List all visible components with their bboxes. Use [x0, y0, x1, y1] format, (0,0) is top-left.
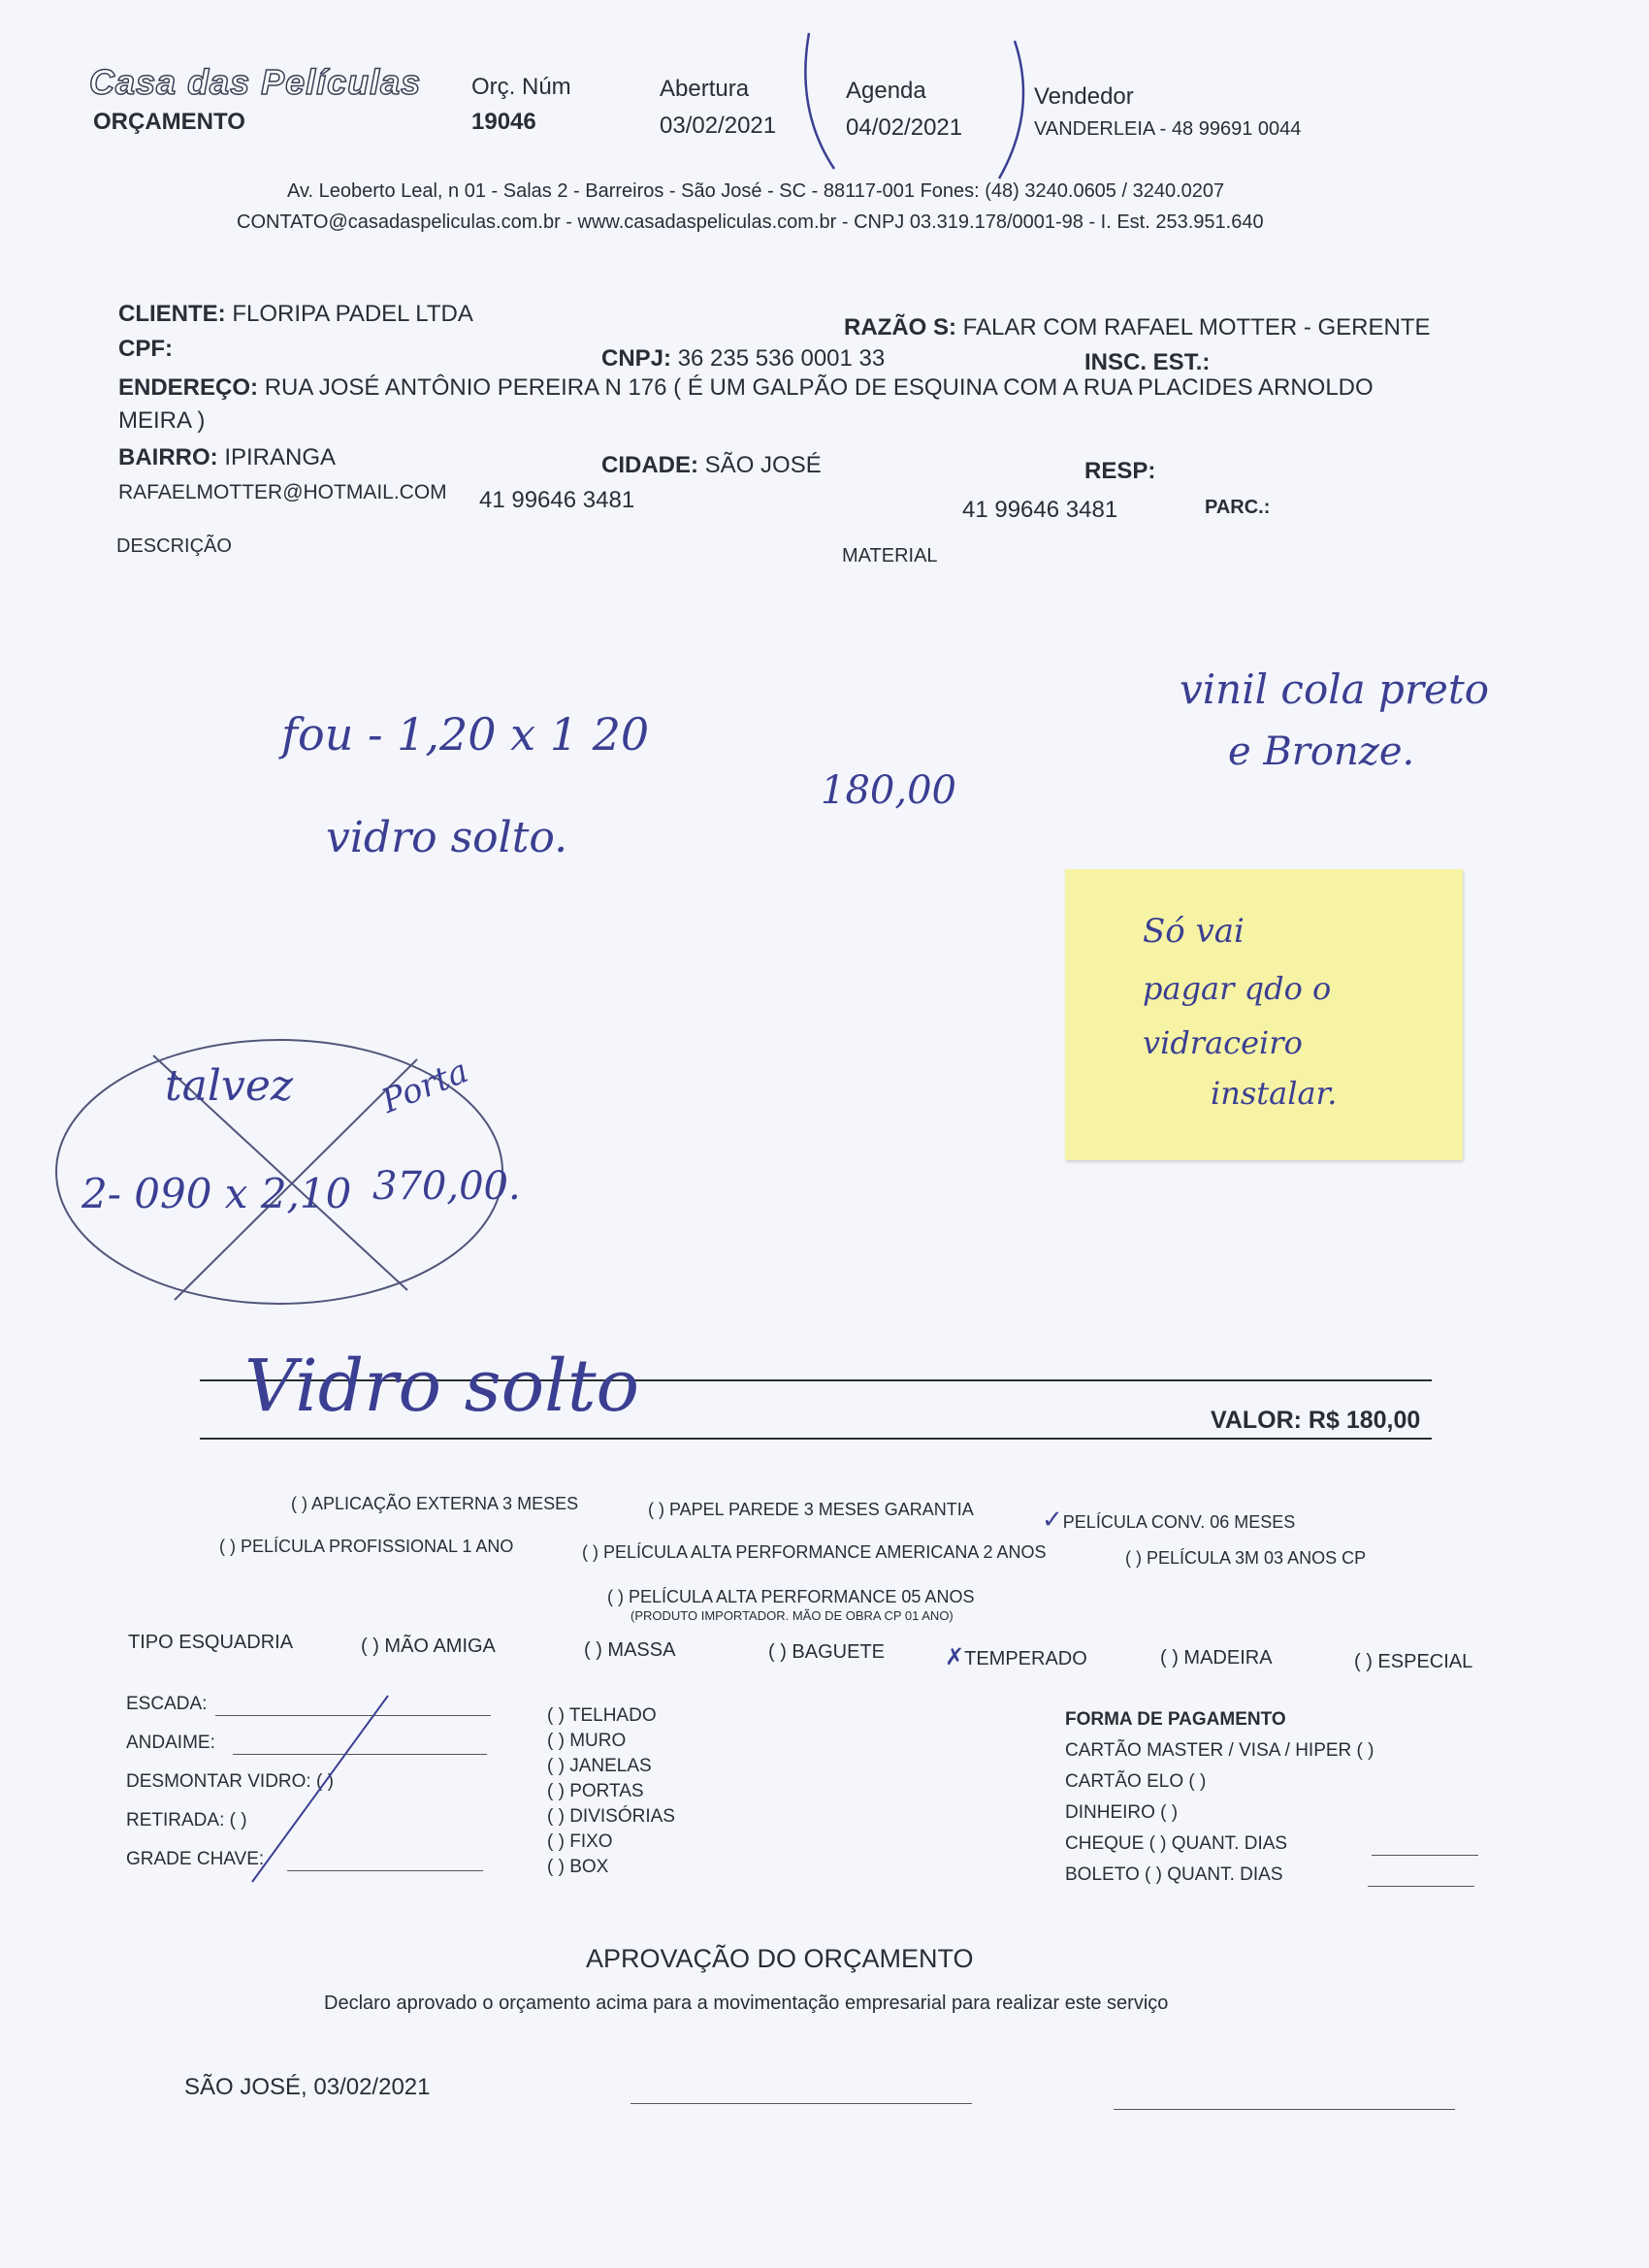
opt-pelicula-conv-label: PELÍCULA CONV. 06 MESES [1062, 1512, 1296, 1532]
abertura-date: 03/02/2021 [660, 113, 777, 139]
separator-bottom [200, 1438, 1432, 1440]
agenda-circle [795, 23, 1038, 188]
tipo-mao-amiga[interactable]: ( ) MÃO AMIGA [361, 1636, 496, 1657]
vendedor-label: Vendedor [1034, 83, 1134, 110]
cidade-row [601, 452, 822, 479]
cliente-value: FLORIPA PADEL LTDA [232, 301, 473, 327]
resp-label: RESP: [1084, 458, 1156, 484]
bairro-value: IPIRANGA [224, 444, 337, 470]
pay-cartao-master[interactable]: CARTÃO MASTER / VISA / HIPER ( ) [1065, 1740, 1374, 1761]
phone-1: 41 99646 3481 [479, 487, 635, 513]
material-label: MATERIAL [842, 545, 938, 567]
valor-row [1211, 1407, 1420, 1435]
signature-line-2 [1114, 2109, 1455, 2110]
pay-boleto-line [1368, 1886, 1474, 1887]
hw-item-1: fou - 1,20 x 1 20 [281, 708, 650, 761]
tipo-esquadria-label: TIPO ESQUADRIA [128, 1632, 294, 1653]
abertura-label: Abertura [660, 76, 750, 102]
orc-num: 19046 [471, 109, 536, 135]
hw-material-1: vinil cola preto [1180, 665, 1490, 713]
bairro-label: BAIRRO: [118, 444, 218, 470]
signature-line-1 [630, 2103, 972, 2104]
address-line: Av. Leoberto Leal, n 01 - Salas 2 - Barreiros - São José - SC - 88117-001 Fones: (48) 3240.0605 / 3240.0207 [287, 180, 1225, 202]
hw-item-2: 2- 090 x 2,10 [81, 1170, 352, 1217]
insc-label: INSC. EST.: [1084, 349, 1211, 375]
tipo-baguete[interactable]: ( ) BAGUETE [768, 1641, 886, 1663]
svc-desmontar[interactable]: DESMONTAR VIDRO: ( ) [126, 1771, 334, 1792]
company-logo: Casa das Películas [89, 62, 422, 102]
tipo-temperado-label: TEMPERADO [964, 1648, 1087, 1669]
opt-pelicula-conv[interactable] [1042, 1506, 1295, 1535]
parc-label: PARC.: [1205, 497, 1271, 518]
sticky-line-1: Só vai [1143, 912, 1245, 951]
hw-item-1-desc: vidro solto. [326, 813, 568, 862]
cliente-label: CLIENTE: [118, 301, 226, 327]
agenda-date: 04/02/2021 [846, 114, 963, 141]
cnpj-row [601, 345, 885, 373]
sticky-note [1065, 869, 1463, 1160]
endereco-row [118, 374, 1374, 402]
opt-papel-parede[interactable]: ( ) PAPEL PAREDE 3 MESES GARANTIA [648, 1500, 974, 1519]
svc-andaime: ANDAIME: [126, 1733, 215, 1753]
tipo-especial[interactable]: ( ) ESPECIAL [1354, 1651, 1473, 1672]
pay-title: FORMA DE PAGAMENTO [1065, 1709, 1286, 1730]
cidade-value: SÃO JOSÉ [704, 452, 822, 478]
pay-dinheiro[interactable]: DINHEIRO ( ) [1065, 1802, 1179, 1823]
endereco-value-1: RUA JOSÉ ANTÔNIO PEREIRA N 176 ( É UM GALPÃO DE ESQUINA COM A RUA PLACIDES ARNOLDO [264, 374, 1374, 401]
vendedor-name: VANDERLEIA - 48 99691 0044 [1034, 118, 1302, 140]
svc-muro[interactable]: ( ) MURO [547, 1731, 627, 1751]
opt-pelicula-alta-5-note: (PRODUTO IMPORTADOR. MÃO DE OBRA CP 01 ANO) [630, 1608, 954, 1623]
opt-pelicula-profissional[interactable]: ( ) PELÍCULA PROFISSIONAL 1 ANO [219, 1537, 514, 1556]
contact-line: CONTATO@casadaspeliculas.com.br - www.casadaspeliculas.com.br - CNPJ 03.319.178/0001-98 - I. Est. 253.951.640 [237, 211, 1264, 233]
hw-price-1: 180,00 [821, 768, 956, 813]
svc-divisorias[interactable]: ( ) DIVISÓRIAS [547, 1806, 675, 1827]
approval-text: Declaro aprovado o orçamento acima para a movimentação empresarial para realizar este serviço [324, 1993, 1169, 2014]
email: RAFAELMOTTER@HOTMAIL.COM [118, 481, 447, 503]
doc-type: ORÇAMENTO [93, 109, 245, 135]
svc-portas[interactable]: ( ) PORTAS [547, 1781, 644, 1801]
agenda-label: Agenda [846, 78, 926, 104]
svc-grade-chave: GRADE CHAVE: [126, 1849, 265, 1869]
valor-value: 180,00 [1345, 1407, 1421, 1434]
pay-cheque-line [1372, 1855, 1478, 1856]
check-x-icon: ✗ [945, 1643, 965, 1670]
approval-place-date: SÃO JOSÉ, 03/02/2021 [184, 2074, 431, 2100]
cnpj-label: CNPJ: [601, 345, 672, 372]
svc-escada: ESCADA: [126, 1694, 208, 1714]
pay-boleto[interactable]: BOLETO ( ) QUANT. DIAS [1065, 1864, 1283, 1885]
svc-box[interactable]: ( ) BOX [547, 1857, 609, 1877]
endereco-value-2: MEIRA ) [118, 407, 206, 434]
razao-value: FALAR COM RAFAEL MOTTER - GERENTE [962, 314, 1431, 340]
sticky-line-2: pagar qdo o [1143, 970, 1332, 1007]
svc-janelas[interactable]: ( ) JANELAS [547, 1756, 652, 1776]
opt-pelicula-alta-5[interactable]: ( ) PELÍCULA ALTA PERFORMANCE 05 ANOS [607, 1587, 975, 1606]
svc-retirada[interactable]: RETIRADA: ( ) [126, 1810, 247, 1831]
pay-cartao-elo[interactable]: CARTÃO ELO ( ) [1065, 1771, 1207, 1792]
hw-porta: Porta [375, 1052, 474, 1121]
endereco-label: ENDEREÇO: [118, 374, 259, 401]
bairro-row [118, 444, 336, 471]
approval-title: APROVAÇÃO DO ORÇAMENTO [586, 1944, 974, 1973]
opt-aplicacao-externa[interactable]: ( ) APLICAÇÃO EXTERNA 3 MESES [291, 1494, 579, 1513]
opt-pelicula-3m[interactable]: ( ) PELÍCULA 3M 03 ANOS CP [1125, 1548, 1367, 1568]
opt-pelicula-americana[interactable]: ( ) PELÍCULA ALTA PERFORMANCE AMERICANA 2 ANOS [582, 1542, 1047, 1562]
cnpj-value: 36 235 536 0001 33 [677, 345, 886, 372]
razao-row [844, 314, 1431, 341]
descricao-label: DESCRIÇÃO [116, 535, 232, 557]
pay-cheque[interactable]: CHEQUE ( ) QUANT. DIAS [1065, 1833, 1288, 1854]
cpf-label: CPF: [118, 336, 173, 362]
valor-label: VALOR: R$ [1211, 1407, 1340, 1434]
sticky-line-4: instalar. [1211, 1075, 1338, 1112]
hw-material-2: e Bronze. [1228, 729, 1415, 774]
svc-telhado[interactable]: ( ) TELHADO [547, 1705, 657, 1726]
hw-diagonal-stroke [242, 1688, 398, 1892]
cliente-row [118, 301, 473, 328]
orc-num-label: Orç. Núm [471, 74, 571, 100]
tipo-temperado[interactable] [945, 1643, 1087, 1670]
tipo-madeira[interactable]: ( ) MADEIRA [1160, 1647, 1273, 1669]
check-mark-icon: ✓ [1042, 1506, 1063, 1535]
sticky-line-3: vidraceiro [1143, 1024, 1303, 1061]
razao-label: RAZÃO S: [844, 314, 956, 340]
hw-price-2: 370,00. [372, 1164, 521, 1209]
svc-fixo[interactable]: ( ) FIXO [547, 1831, 613, 1852]
tipo-massa[interactable]: ( ) MASSA [584, 1639, 676, 1661]
hw-vidro-solto: Vidro solto [244, 1345, 640, 1428]
cidade-label: CIDADE: [601, 452, 698, 478]
hw-talvez: talvez [165, 1061, 294, 1111]
phone-2: 41 99646 3481 [962, 497, 1118, 523]
